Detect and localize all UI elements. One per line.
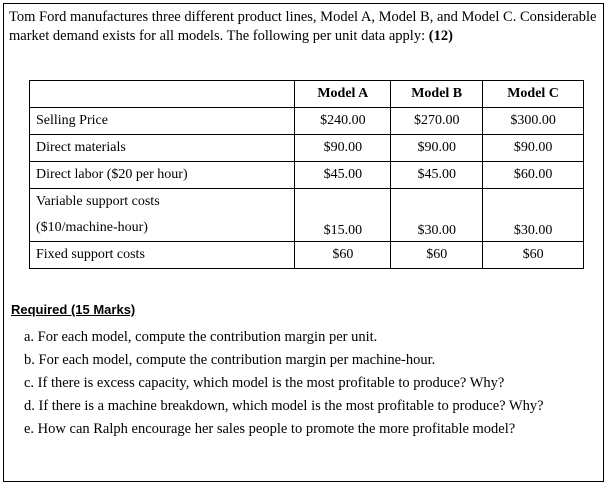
- cell-value: $90.00: [391, 135, 483, 162]
- question-item: e. How can Ralph encourage her sales people to promote the more profitable model?: [24, 421, 516, 437]
- cell-value: $60.00: [483, 162, 584, 189]
- cell-value: $60: [483, 242, 584, 269]
- cell-value: $300.00: [483, 108, 584, 135]
- table-row: [30, 162, 584, 189]
- cell-value: $270.00: [391, 108, 483, 135]
- intro-paragraph: [9, 8, 599, 46]
- table-row: [30, 189, 584, 242]
- intro-text: Tom Ford manufactures three different product lines, Model A, Model B, and Model C. Considerable market demand exists for all models. The following per unit data apply:: [9, 9, 597, 44]
- row-label: [30, 189, 295, 242]
- cell-value: $60: [391, 242, 483, 269]
- cell-value: $45.00: [391, 162, 483, 189]
- required-heading: Required (15 Marks): [11, 302, 136, 317]
- cell-value: $90.00: [483, 135, 584, 162]
- header-model-c: Model C: [483, 81, 584, 108]
- row-label: Direct materials: [30, 135, 295, 162]
- table-row: [30, 242, 584, 269]
- table-header-row: [30, 81, 584, 108]
- row-label-line2: ($10/machine-hour): [36, 220, 148, 235]
- question-item: b. For each model, compute the contribution margin per machine-hour.: [24, 352, 436, 368]
- cell-value: $45.00: [295, 162, 391, 189]
- header-blank: [30, 81, 295, 108]
- cell-value: $240.00: [295, 108, 391, 135]
- cell-value: $15.00: [295, 189, 391, 242]
- table-row: [30, 135, 584, 162]
- row-label-line1: Variable support costs: [36, 194, 160, 209]
- question-item: c. If there is excess capacity, which model is the most profitable to produce? Why?: [24, 375, 505, 391]
- cell-value: $30.00: [483, 189, 584, 242]
- header-model-a: Model A: [295, 81, 391, 108]
- row-label: Fixed support costs: [30, 242, 295, 269]
- table-row: [30, 108, 584, 135]
- question-item: a. For each model, compute the contribution margin per unit.: [24, 329, 378, 345]
- question-item: d. If there is a machine breakdown, which model is the most profitable to produce? Why?: [24, 398, 544, 414]
- cell-value: $60: [295, 242, 391, 269]
- header-model-b: Model B: [391, 81, 483, 108]
- question-list: [24, 322, 584, 438]
- marks-label: (12): [428, 28, 453, 44]
- cell-value: $30.00: [391, 189, 483, 242]
- cell-value: $90.00: [295, 135, 391, 162]
- row-label: Selling Price: [30, 108, 295, 135]
- row-label: Direct labor ($20 per hour): [30, 162, 295, 189]
- per-unit-data-table: [29, 80, 584, 269]
